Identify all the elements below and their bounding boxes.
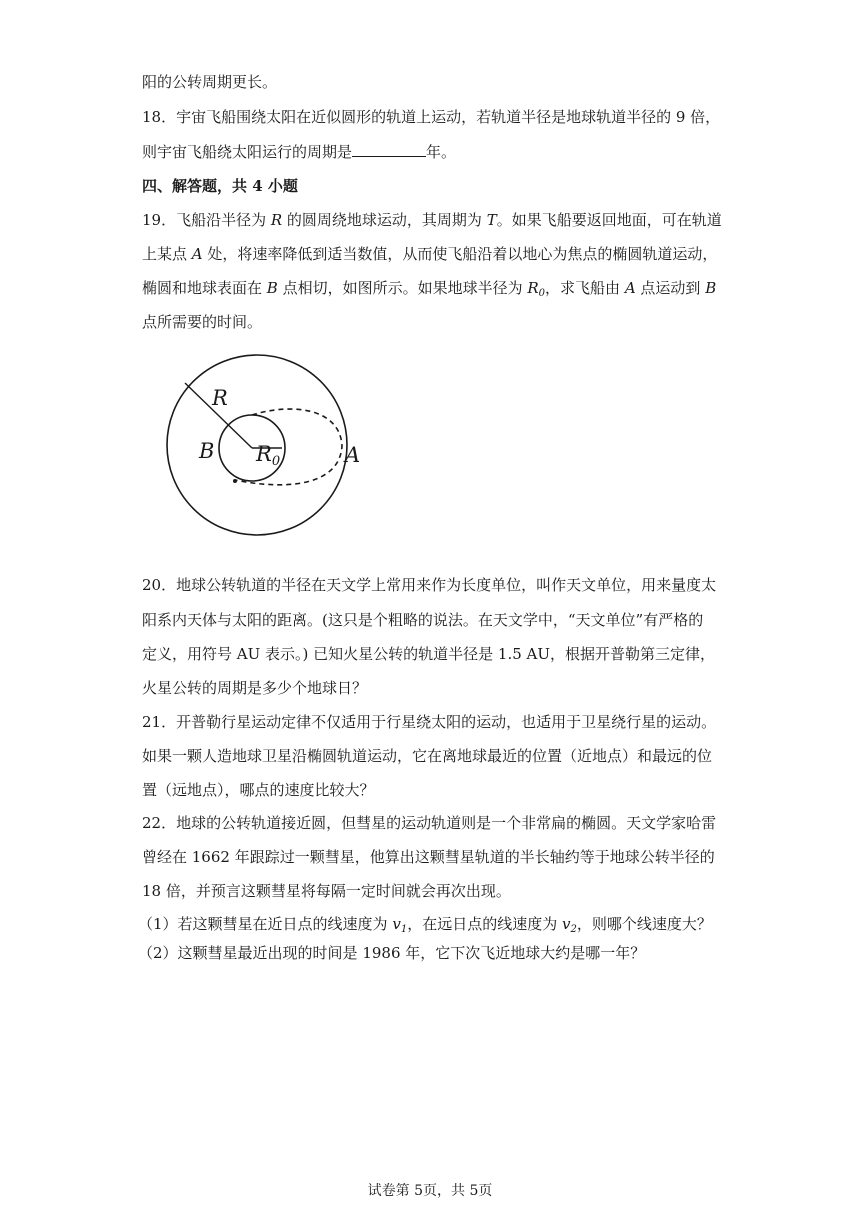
text-line: 阳的公转周期更长。 <box>142 73 278 91</box>
symbol-R0-subscript: 0 <box>538 288 546 299</box>
question-20-line-4: 火星公转的周期是多少个地球日？ <box>142 679 368 697</box>
question-19-line-4: 点所需要的时间。 <box>142 313 263 331</box>
text-span: 的圆周绕地球运动，其周期为 <box>282 211 487 229</box>
question-21-line-1: 21．开普勒行星运动定律不仅适用于行星绕太阳的运动，也适用于卫星绕行星的运动。 <box>142 713 717 731</box>
label-R0-main: R <box>256 442 272 466</box>
symbol-R0: R <box>527 279 539 297</box>
page-footer: 试卷第 5页，共 5页 <box>367 1183 493 1199</box>
label-A: A <box>345 443 361 467</box>
section-heading: 四、解答题，共 4 小题 <box>142 177 298 195</box>
text-span: （1）若这颗彗星在近日点的线速度为 <box>138 915 393 933</box>
text-span: 。如果飞船要返回地面，可在轨道 <box>496 211 722 229</box>
question-22-line-2: 曾经在 1662 年跟踪过一颗彗星，他算出这颗彗星轨道的半长轴约等于地球公转半径的 <box>142 848 715 866</box>
text-span: 处，将速率降低到适当数值，从而使飞船沿着以地心为焦点的椭圆轨道运动， <box>202 245 718 263</box>
symbol-A: A <box>191 245 203 263</box>
text-span: 19．飞船沿半径为 <box>142 211 271 229</box>
question-20-line-2: 阳系内天体与太阳的距离。(这只是个粗略的说法。在天文学中，“天文单位”有严格的 <box>142 611 704 629</box>
text-span: 椭圆和地球表面在 <box>142 279 267 297</box>
question-20-line-3: 定义，用符号 AU 表示。) 已知火星公转的轨道半径是 1.5 AU，根据开普勒第三定律， <box>142 645 715 663</box>
question-22-part-2: （2）这颗彗星最近出现的时间是 1986 年，它下次飞近地球大约是哪一年？ <box>138 944 646 962</box>
text-span: ，求飞船由 <box>545 279 625 297</box>
label-B: B <box>199 439 215 463</box>
symbol-v2: v <box>561 915 571 933</box>
question-21-line-3: 置（远地点），哪点的速度比较大？ <box>142 781 375 799</box>
label-R0-subscript: 0 <box>271 454 281 469</box>
symbol-v1: v <box>392 915 401 933</box>
label-R: R <box>212 386 228 410</box>
text-span: ，则哪个线速度大？ <box>576 915 712 933</box>
text-span: ，在远日点的线速度为 <box>407 915 562 933</box>
question-22-part-1 <box>138 914 712 940</box>
text-span: 则宇宙飞船绕太阳运行的周期是 <box>142 143 353 161</box>
answer-blank[interactable] <box>352 142 426 157</box>
question-19-line-1 <box>142 210 722 230</box>
symbol-A: A <box>624 279 636 297</box>
point-B-dot <box>233 479 237 483</box>
question-22-line-1: 22．地球的公转轨道接近圆，但彗星的运动轨道则是一个非常扁的椭圆。天文学家哈雷 <box>142 814 717 832</box>
question-21-line-2: 如果一颗人造地球卫星沿椭圆轨道运动，它在离地球最近的位置（近地点）和最远的位 <box>142 747 713 765</box>
text-span: 点相切，如图所示。如果地球半径为 <box>277 279 528 297</box>
question-18-line-2 <box>142 142 456 162</box>
text-span: 点运动到 <box>635 279 706 297</box>
symbol-T: T <box>486 211 497 229</box>
question-18-line-1: 18．宇宙飞船围绕太阳在近似圆形的轨道上运动，若轨道半径是地球轨道半径的 9 倍， <box>142 108 721 126</box>
symbol-B: B <box>705 279 717 297</box>
question-22-line-3: 18 倍，并预言这颗彗星将每隔一定时间就会再次出现。 <box>142 882 511 900</box>
symbol-v1-subscript: 1 <box>400 924 408 935</box>
symbol-R: R <box>270 211 283 229</box>
question-19-line-2 <box>142 244 717 264</box>
orbit-figure <box>155 350 361 540</box>
question-19-line-3 <box>142 278 716 304</box>
text-span: 上某点 <box>142 245 192 263</box>
symbol-v2-subscript: 2 <box>570 924 577 935</box>
text-span: 年。 <box>426 143 457 161</box>
question-20-line-1: 20．地球公转轨道的半径在天文学上常用来作为长度单位，叫作天文单位，用来量度太 <box>142 576 717 594</box>
symbol-B: B <box>266 279 278 297</box>
label-R0 <box>255 442 280 469</box>
